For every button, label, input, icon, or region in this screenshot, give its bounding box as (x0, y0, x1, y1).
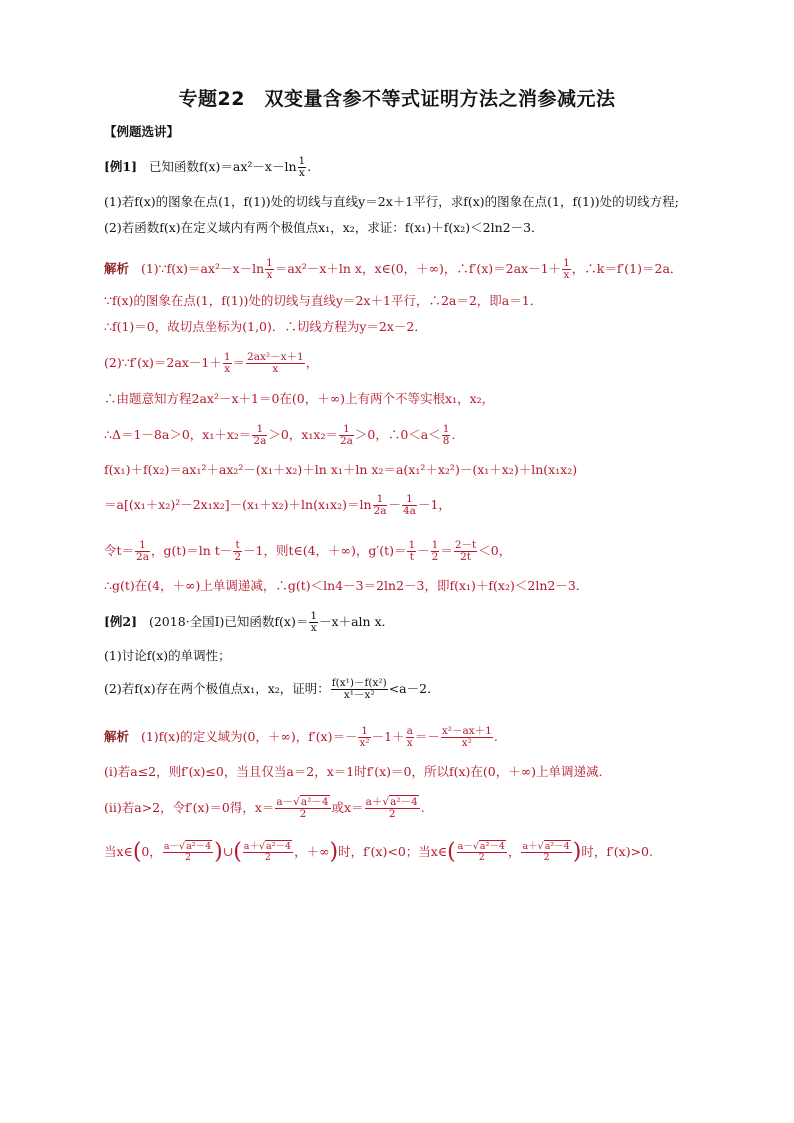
example1-solution-line-1: 解析 (1)∵f(x)＝ax²－x－ln $\frac{1}{x}$ ＝ax²－x＋ln x，x∈(0，＋∞)，∴f′(x)＝2ax－1＋ $\frac{1}{x}$ ，∴k＝f′(1)＝2a． (104, 257, 683, 281)
example1-solution-line-7: f(x₁)＋f(x₂)＝ax₁²＋ax₂²－(x₁＋x₂)＋ln x₁＋ln x₂＝a(x₁²＋x₂²)－(x₁＋x₂)＋ln(x₁x₂) (104, 462, 578, 477)
example1-label: [例1] (104, 159, 138, 174)
example1-question-2: (2)若函数f(x)在定义域内有两个极值点x₁，x₂，求证：f(x₁)＋f(x₂)＜2ln2－3． (104, 220, 544, 235)
example2-solution-line-4: 当x∈(0， $\frac{\text{a－√a²－4}}{2}$ )∪( $\frac{\text{a＋√a²－4}}{2}$ ，＋∞)时，f′(x)<0；当x∈( $\frac{\text{a－√a²－4}}{2}$ ， $\frac{\text{a＋√a²－4}}{2}$ )时，f′(x)>0. (104, 839, 653, 865)
section-heading: 【例题选讲】 (104, 124, 180, 139)
example1-solution-line-2: ∵f(x)的图象在点(1，f(1))处的切线与直线y＝2x＋1平行，∴2a＝2，即a＝1． (104, 293, 543, 308)
example1-solution-line-6: ∴Δ＝1－8a＞0，x₁＋x₂＝ $\frac{1}{2a}$ ＞0，x₁x₂＝ $\frac{1}{2a}$ ＞0，∴0＜a＜ $\frac{1}{8}$ . (104, 423, 456, 447)
example1-solution-line-10: ∴g(t)在(4，＋∞)上单调递减，∴g(t)＜ln4－3＝2ln2－3，即f(x₁)＋f(x₂)＜2ln2－3． (104, 578, 589, 593)
example2-solution-line-1: 解析 (1)f(x)的定义域为(0，＋∞)，f′(x)＝－ $\frac{1}{\text{x²}}$ －1＋ $\frac{a}{x}$ ＝－ $\frac{\text{x²－ax＋1}}{\text{x²}}$ . (104, 725, 498, 749)
example2-stem: [例2] (2018·全国Ⅰ)已知函数f(x)＝ $\frac{1}{x}$ －x＋aln x． (104, 610, 395, 634)
example1-solution-line-4: (2)∵f′(x)＝2ax－1＋ $\frac{1}{x}$ ＝ $\frac{\text{2ax²－x＋1}}{x}$ ， (104, 351, 319, 375)
example1-solution-line-3: ∴f(1)＝0，故切点坐标为(1,0)．∴切线方程为y＝2x－2． (104, 319, 427, 334)
example1-solution-line-5: ∴由题意知方程2ax²－x＋1＝0在(0，＋∞)上有两个不等实根x₁，x₂， (104, 391, 495, 406)
example2-question-2: (2)若f(x)存在两个极值点x₁，x₂，证明： $\frac{\text{f(x¹)－f(x²)}}{\text{x¹－x²}}$ <a－2． (104, 677, 440, 701)
example2-question-1: (1)讨论f(x)的单调性； (104, 648, 231, 663)
example2-solution-line-2: (ⅰ)若a≤2，则f′(x)≤0，当且仅当a＝2，x＝1时f′(x)＝0，所以f(x)在(0，＋∞)上单调递减. (104, 764, 603, 779)
example1-solution-line-8: ＝a[(x₁＋x₂)²－2x₁x₂]－(x₁＋x₂)＋ln(x₁x₂)＝ln $\frac{1}{2a}$ － $\frac{1}{4a}$ －1， (104, 493, 451, 517)
example2-label: [例2] (104, 614, 138, 629)
page-title: 专题22 双变量含参不等式证明方法之消参减元法 (178, 88, 616, 110)
example2-solution-line-3: (ⅱ)若a>2，令f′(x)＝0得，x＝ $\frac{\text{a－√a²－4}}{2}$ 或x＝ $\frac{\text{a＋√a²－4}}{2}$ . (104, 796, 425, 820)
example1-solution-line-9: 令t＝ $\frac{1}{2a}$ ，g(t)＝ln t－ $\frac{t}{2}$ －1，则t∈(4，＋∞)，g′(t)＝ $\frac{1}{t}$ － $\frac{1}{2}$ ＝ $\frac{2-t}{2t}$ ＜0， (104, 539, 512, 563)
example1-stem: [例1] 已知函数f(x)＝ax²－x－ln $\frac{1}{x}$ . (104, 155, 312, 179)
example2-solution-label: 解析 (104, 729, 130, 744)
example1-solution-label: 解析 (104, 261, 130, 276)
example1-question-1: (1)若f(x)的图象在点(1，f(1))处的切线与直线y＝2x＋1平行，求f(x)的图象在点(1，f(1))处的切线方程; (104, 194, 679, 209)
